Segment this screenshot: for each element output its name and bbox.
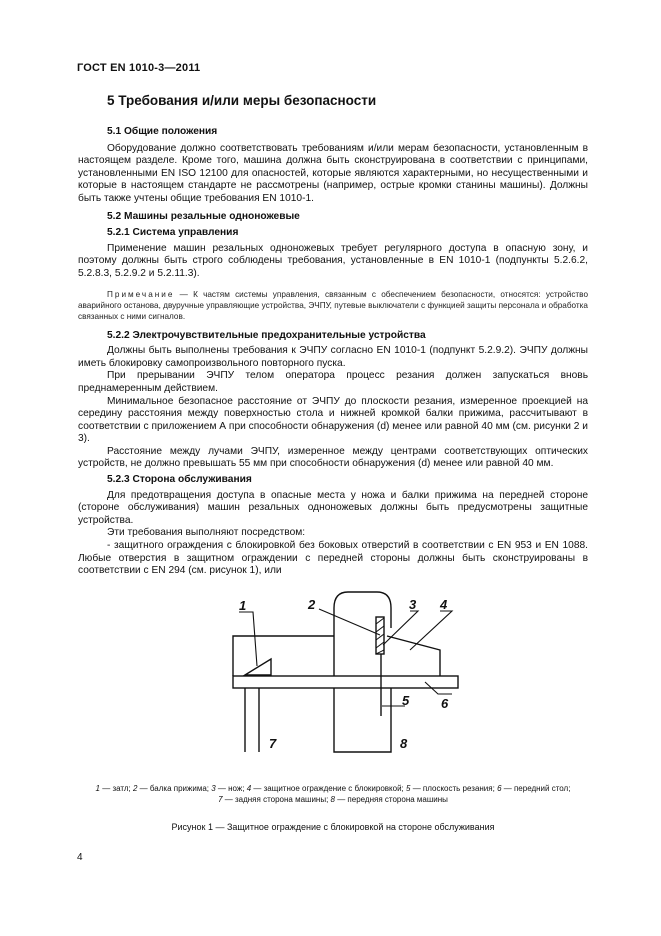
heading-5-2-1: 5.2.1 Система управления xyxy=(107,227,239,239)
body-text xyxy=(78,126,588,578)
callout-7: 7 xyxy=(269,736,277,751)
note-5-2-1 xyxy=(78,289,588,322)
figure-legend xyxy=(78,783,588,805)
paragraph-5-1: Оборудование должно соответствовать требованиям и/или мерам безопасности, установленным в настоящем разделе. Кроме того, машина должна быть сконструирована в соответствии с принципами, установленными EN ISO 12100 для опасностей, которые являются характерными, но несущественными и которые в настоящем стандарте не рассмотрены (например, острые кромки станины машины). Должны быть также учтены общие требования EN 1010-1. xyxy=(78,142,588,204)
document-code: ГОСТ EN 1010-3—2011 xyxy=(77,62,201,74)
note-label: Примечание xyxy=(107,289,175,299)
rear-leg xyxy=(245,688,259,752)
front-pillar-lower xyxy=(334,688,391,752)
legend-line-1: 1 — затл; 2 — балка прижима; 3 — нож; 4 — защитное ограждение с блокировкой; 5 — плоскость резания; 6 — передний стол; xyxy=(95,784,571,793)
machine-back-frame xyxy=(233,636,334,676)
callout-5: 5 xyxy=(402,693,410,708)
figure-caption: Рисунок 1 — Защитное ограждение с блокировкой на стороне обслуживания xyxy=(171,822,495,832)
callout-4: 4 xyxy=(440,597,448,612)
front-table xyxy=(233,676,458,688)
leader-1 xyxy=(239,612,257,666)
page-number: 4 xyxy=(77,852,83,863)
leader-4 xyxy=(410,611,452,650)
paragraph-5-2-3-c: - защитного ограждения с блокировкой без боковых отверстий в соответствии с EN 953 и EN 1088. Любые отверстия в защитном ограждении с передней стороны должны быть сконструированы в соответствии с EN 294 (см. рисунок 1), или xyxy=(78,540,588,577)
callout-2: 2 xyxy=(308,597,316,612)
paragraph-5-2-3-b: Эти требования выполняют посредством: xyxy=(107,527,306,539)
paragraph-5-2-3-a: Для предотвращения доступа в опасные места у ножа и балки прижима на передней стороне (стороне обслуживания) машин резальных одноножевых должны быть предусмотрены защитные устройства. xyxy=(78,489,588,526)
clamp-wedge xyxy=(245,659,271,675)
callout-1: 1 xyxy=(239,598,247,613)
heading-5-1: 5.1 Общие положения xyxy=(107,126,218,137)
heading-5-2-3: 5.2.3 Сторона обслуживания xyxy=(107,474,252,486)
paragraph-5-2-1: Применение машин резальных одноножевых требует регулярного доступа в опасную зону, и поэтому должны быть строго соблюдены требования, установленные в EN 1010-1 (подпункты 5.2.6.2, 5.2.8.3, 5.2.9.2 и 5.2.11.3). xyxy=(78,242,588,279)
callout-8: 8 xyxy=(400,736,408,751)
safety-guard xyxy=(387,636,440,676)
legend-line-2: 7 — задняя сторона машины; 8 — передняя сторона машины xyxy=(218,795,448,804)
paragraph-5-2-2-c: Минимальное безопасное расстояние от ЭЧПУ до плоскости резания, измеренное проекцией на середину расстояния между поверхностью стола и нижней кромкой балки прижима, рассчитывают в соответствии с приложением А при способности обнаружения (d) менее или равной 40 мм (см. рисунки 2 и 3). xyxy=(78,395,588,445)
paragraph-5-2-2-b: При прерывании ЭЧПУ телом оператора процесс резания должен запускаться вновь преднамеренным действием. xyxy=(78,370,588,394)
section-title: 5 Требования и/или меры безопасности xyxy=(107,93,377,108)
note-text: — К частям системы управления, связанным с обеспечением безопасности, относятся: устройство аварийного останова, двуручные управляющие устройства, ЭЧПУ, путевые выключатели с функцией защиты персонала и обработка связанных с ними сигналов. xyxy=(78,289,588,321)
leader-2 xyxy=(319,609,380,635)
callout-3: 3 xyxy=(409,597,417,612)
heading-5-2: 5.2 Машины резальные одноножевые xyxy=(107,210,300,222)
paragraph-5-2-2-d: Расстояние между лучами ЭЧПУ, измеренное между центрами соответствующих оптических устройств, не должно превышать 55 мм при способности обнаружения (d) менее или равной 40 мм. xyxy=(78,445,588,470)
callout-6: 6 xyxy=(441,696,449,711)
heading-5-2-2: 5.2.2 Электрочувствительные предохранительные устройства xyxy=(107,329,426,341)
paragraph-5-2-2-a: Должны быть выполнены требования к ЭЧПУ согласно EN 1010-1 (подпункт 5.2.9.2). ЭЧПУ должны иметь блокировку самопроизвольного повторного пуска. xyxy=(78,345,588,369)
figure-1-diagram xyxy=(0,588,661,778)
